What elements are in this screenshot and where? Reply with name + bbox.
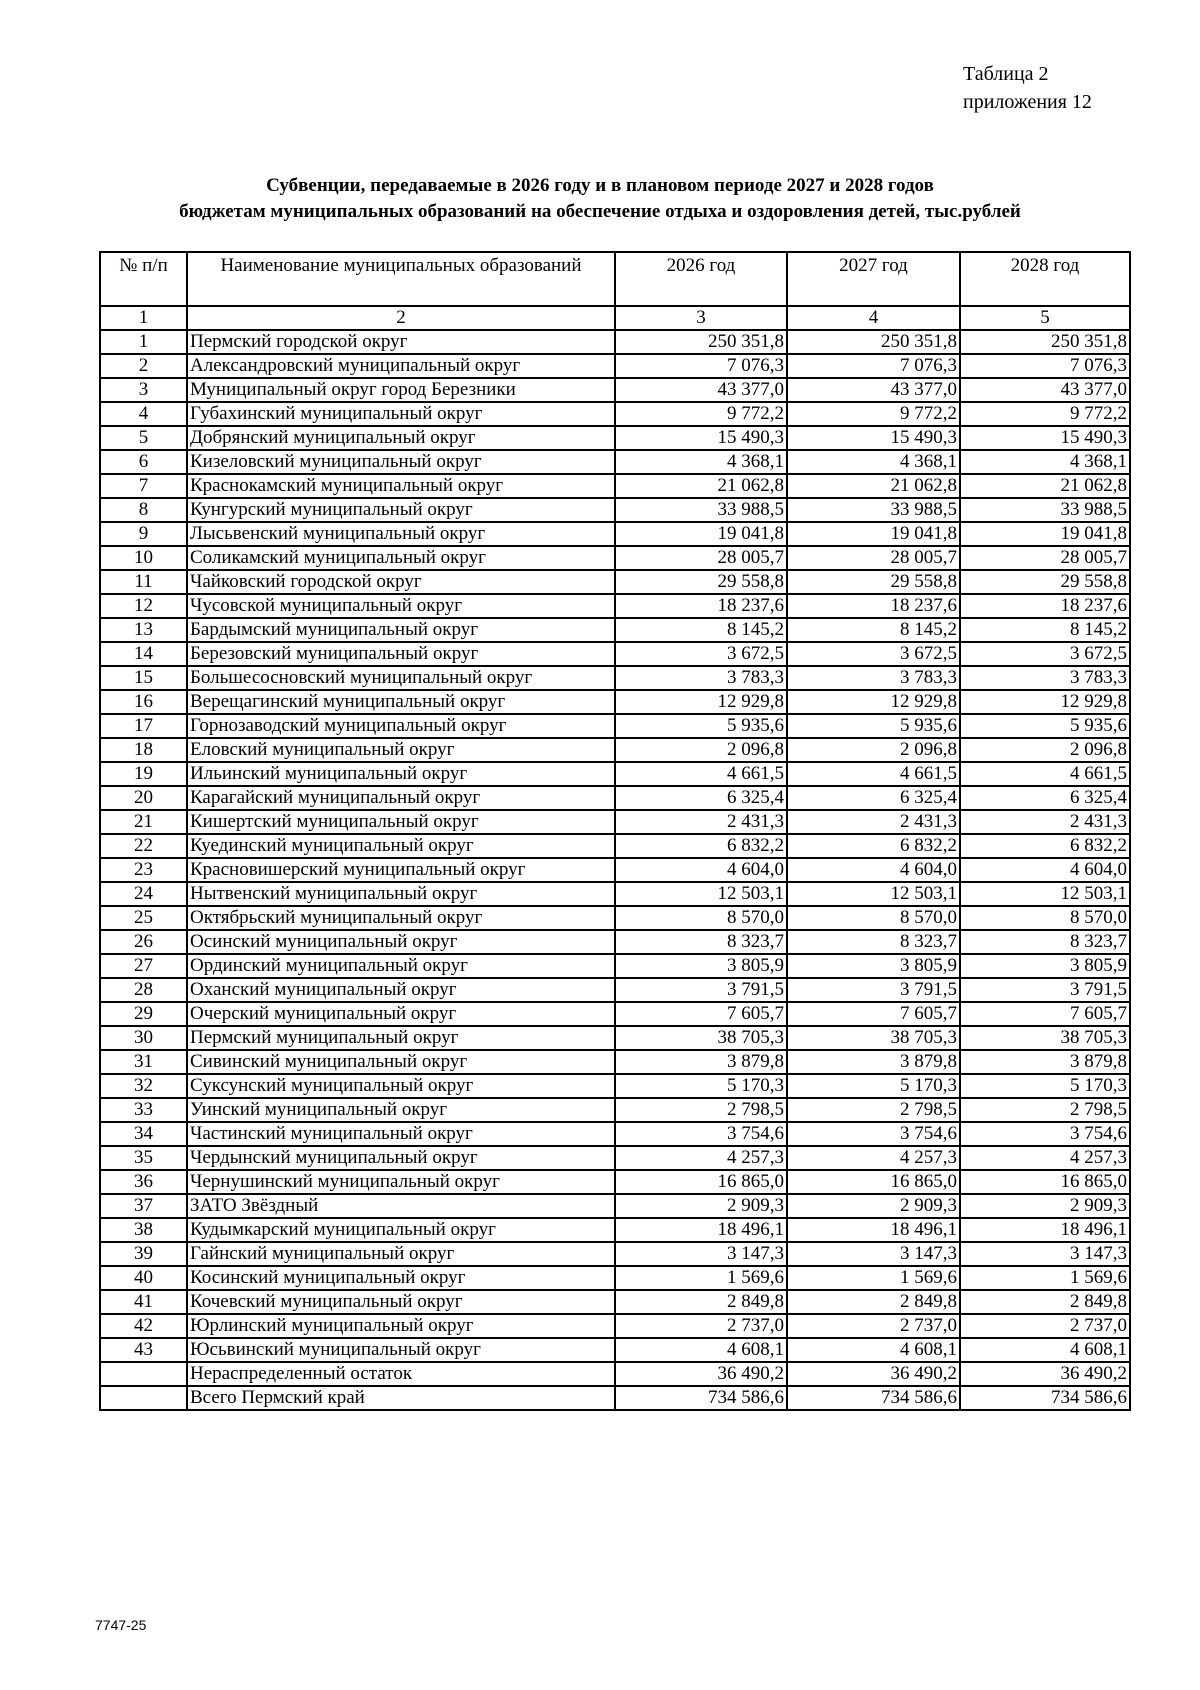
row-number-cell: 10 bbox=[100, 546, 187, 570]
amount-2026-cell: 12 503,1 bbox=[615, 882, 787, 906]
amount-2028-cell: 43 377,0 bbox=[960, 378, 1130, 402]
row-number-cell: 29 bbox=[100, 1002, 187, 1026]
amount-2027-cell: 8 323,7 bbox=[787, 930, 960, 954]
amount-2028-cell: 12 929,8 bbox=[960, 690, 1130, 714]
amount-2026-cell: 4 368,1 bbox=[615, 450, 787, 474]
row-number-cell: 26 bbox=[100, 930, 187, 954]
municipality-name-cell: ЗАТО Звёздный bbox=[187, 1194, 615, 1218]
row-number-cell: 43 bbox=[100, 1338, 187, 1362]
amount-2026-cell: 28 005,7 bbox=[615, 546, 787, 570]
municipality-name-cell: Сивинский муниципальный округ bbox=[187, 1050, 615, 1074]
municipality-name-cell: Еловский муниципальный округ bbox=[187, 738, 615, 762]
column-number: 3 bbox=[615, 306, 787, 330]
table-row bbox=[100, 1026, 1130, 1050]
table-row bbox=[100, 906, 1130, 930]
table-row bbox=[100, 786, 1130, 810]
amount-2026-cell: 2 431,3 bbox=[615, 810, 787, 834]
amount-2026-cell: 3 879,8 bbox=[615, 1050, 787, 1074]
amount-2028-cell: 4 608,1 bbox=[960, 1338, 1130, 1362]
row-number-cell: 7 bbox=[100, 474, 187, 498]
row-number-cell: 17 bbox=[100, 714, 187, 738]
row-number-cell: 31 bbox=[100, 1050, 187, 1074]
municipality-name-cell: Большесосновский муниципальный округ bbox=[187, 666, 615, 690]
row-number-cell: 34 bbox=[100, 1122, 187, 1146]
table-label: Таблица 2 bbox=[963, 63, 1049, 85]
table-row bbox=[100, 1386, 1130, 1410]
table-row bbox=[100, 450, 1130, 474]
amount-2028-cell: 18 237,6 bbox=[960, 594, 1130, 618]
table-row bbox=[100, 954, 1130, 978]
amount-2027-cell: 2 096,8 bbox=[787, 738, 960, 762]
header-2026: 2026 год bbox=[615, 252, 787, 306]
table-row bbox=[100, 402, 1130, 426]
row-number-cell: 12 bbox=[100, 594, 187, 618]
table-row bbox=[100, 546, 1130, 570]
amount-2026-cell: 4 661,5 bbox=[615, 762, 787, 786]
title-line-2: бюджетам муниципальных образований на обеспечение отдыха и оздоровления детей, тыс.рублей bbox=[179, 201, 1021, 222]
amount-2028-cell: 8 145,2 bbox=[960, 618, 1130, 642]
municipality-name-cell: Чусовской муниципальный округ bbox=[187, 594, 615, 618]
amount-2027-cell: 19 041,8 bbox=[787, 522, 960, 546]
municipality-name-cell: Пермский городской округ bbox=[187, 330, 615, 354]
appendix-header bbox=[963, 60, 1092, 116]
municipality-name-cell: Соликамский муниципальный округ bbox=[187, 546, 615, 570]
amount-2028-cell: 4 604,0 bbox=[960, 858, 1130, 882]
row-number-cell: 21 bbox=[100, 810, 187, 834]
amount-2027-cell: 3 783,3 bbox=[787, 666, 960, 690]
amount-2027-cell: 4 661,5 bbox=[787, 762, 960, 786]
amount-2027-cell: 3 791,5 bbox=[787, 978, 960, 1002]
row-number-cell: 40 bbox=[100, 1266, 187, 1290]
amount-2027-cell: 43 377,0 bbox=[787, 378, 960, 402]
municipality-name-cell: Муниципальный округ город Березники bbox=[187, 378, 615, 402]
amount-2028-cell: 3 147,3 bbox=[960, 1242, 1130, 1266]
amount-2028-cell: 2 737,0 bbox=[960, 1314, 1130, 1338]
municipality-name-cell: Нытвенский муниципальный округ bbox=[187, 882, 615, 906]
amount-2028-cell: 8 323,7 bbox=[960, 930, 1130, 954]
amount-2026-cell: 7 605,7 bbox=[615, 1002, 787, 1026]
amount-2026-cell: 5 170,3 bbox=[615, 1074, 787, 1098]
amount-2027-cell: 3 879,8 bbox=[787, 1050, 960, 1074]
table-row bbox=[100, 1122, 1130, 1146]
amount-2028-cell: 3 805,9 bbox=[960, 954, 1130, 978]
row-number-cell: 30 bbox=[100, 1026, 187, 1050]
row-number-cell: 15 bbox=[100, 666, 187, 690]
amount-2026-cell: 734 586,6 bbox=[615, 1386, 787, 1410]
row-number-cell: 39 bbox=[100, 1242, 187, 1266]
amount-2026-cell: 9 772,2 bbox=[615, 402, 787, 426]
amount-2026-cell: 2 798,5 bbox=[615, 1098, 787, 1122]
row-number-cell: 19 bbox=[100, 762, 187, 786]
amount-2026-cell: 4 608,1 bbox=[615, 1338, 787, 1362]
amount-2028-cell: 7 605,7 bbox=[960, 1002, 1130, 1026]
table-row bbox=[100, 690, 1130, 714]
table-row bbox=[100, 1194, 1130, 1218]
table-row bbox=[100, 378, 1130, 402]
amount-2027-cell: 3 672,5 bbox=[787, 642, 960, 666]
table-row bbox=[100, 1098, 1130, 1122]
row-number-cell: 33 bbox=[100, 1098, 187, 1122]
amount-2026-cell: 4 604,0 bbox=[615, 858, 787, 882]
municipality-name-cell: Уинский муниципальный округ bbox=[187, 1098, 615, 1122]
amount-2028-cell: 2 798,5 bbox=[960, 1098, 1130, 1122]
amount-2026-cell: 18 237,6 bbox=[615, 594, 787, 618]
amount-2027-cell: 3 147,3 bbox=[787, 1242, 960, 1266]
amount-2026-cell: 3 805,9 bbox=[615, 954, 787, 978]
row-number-cell: 11 bbox=[100, 570, 187, 594]
amount-2026-cell: 6 832,2 bbox=[615, 834, 787, 858]
municipality-name-cell: Очерский муниципальный округ bbox=[187, 1002, 615, 1026]
amount-2028-cell: 3 879,8 bbox=[960, 1050, 1130, 1074]
amount-2027-cell: 38 705,3 bbox=[787, 1026, 960, 1050]
amount-2028-cell: 4 661,5 bbox=[960, 762, 1130, 786]
amount-2027-cell: 4 257,3 bbox=[787, 1146, 960, 1170]
table-row bbox=[100, 1050, 1130, 1074]
amount-2027-cell: 4 608,1 bbox=[787, 1338, 960, 1362]
municipality-name-cell: Пермский муниципальный округ bbox=[187, 1026, 615, 1050]
amount-2027-cell: 15 490,3 bbox=[787, 426, 960, 450]
row-number-cell: 3 bbox=[100, 378, 187, 402]
amount-2027-cell: 12 503,1 bbox=[787, 882, 960, 906]
row-number-cell bbox=[100, 1386, 187, 1410]
row-number-cell: 4 bbox=[100, 402, 187, 426]
amount-2028-cell: 19 041,8 bbox=[960, 522, 1130, 546]
amount-2028-cell: 8 570,0 bbox=[960, 906, 1130, 930]
amount-2028-cell: 2 909,3 bbox=[960, 1194, 1130, 1218]
row-number-cell: 18 bbox=[100, 738, 187, 762]
table-row bbox=[100, 858, 1130, 882]
amount-2026-cell: 1 569,6 bbox=[615, 1266, 787, 1290]
row-number-cell: 2 bbox=[100, 354, 187, 378]
title-line-1: Субвенции, передаваемые в 2026 году и в плановом периоде 2027 и 2028 годов bbox=[266, 175, 934, 196]
amount-2027-cell: 18 496,1 bbox=[787, 1218, 960, 1242]
amount-2028-cell: 3 754,6 bbox=[960, 1122, 1130, 1146]
table-row bbox=[100, 1146, 1130, 1170]
municipality-name-cell: Чайковский городской округ bbox=[187, 570, 615, 594]
municipality-name-cell: Октябрьский муниципальный округ bbox=[187, 906, 615, 930]
table-row bbox=[100, 642, 1130, 666]
amount-2028-cell: 1 569,6 bbox=[960, 1266, 1130, 1290]
column-number: 2 bbox=[187, 306, 615, 330]
amount-2026-cell: 43 377,0 bbox=[615, 378, 787, 402]
amount-2027-cell: 21 062,8 bbox=[787, 474, 960, 498]
municipality-name-cell: Нераспределенный остаток bbox=[187, 1362, 615, 1386]
amount-2028-cell: 33 988,5 bbox=[960, 498, 1130, 522]
table-row bbox=[100, 1170, 1130, 1194]
row-number-cell: 25 bbox=[100, 906, 187, 930]
table-row bbox=[100, 714, 1130, 738]
municipality-name-cell: Лысьвенский муниципальный округ bbox=[187, 522, 615, 546]
amount-2027-cell: 2 909,3 bbox=[787, 1194, 960, 1218]
table-header-row bbox=[100, 252, 1130, 306]
table-row bbox=[100, 570, 1130, 594]
amount-2028-cell: 16 865,0 bbox=[960, 1170, 1130, 1194]
amount-2028-cell: 38 705,3 bbox=[960, 1026, 1130, 1050]
table-row bbox=[100, 1266, 1130, 1290]
amount-2026-cell: 6 325,4 bbox=[615, 786, 787, 810]
table-row bbox=[100, 1290, 1130, 1314]
amount-2028-cell: 21 062,8 bbox=[960, 474, 1130, 498]
row-number-cell: 24 bbox=[100, 882, 187, 906]
amount-2026-cell: 33 988,5 bbox=[615, 498, 787, 522]
amount-2028-cell: 28 005,7 bbox=[960, 546, 1130, 570]
municipality-name-cell: Кочевский муниципальный округ bbox=[187, 1290, 615, 1314]
table-row bbox=[100, 522, 1130, 546]
row-number-cell: 13 bbox=[100, 618, 187, 642]
amount-2027-cell: 6 325,4 bbox=[787, 786, 960, 810]
municipality-name-cell: Кизеловский муниципальный округ bbox=[187, 450, 615, 474]
municipality-name-cell: Кишертский муниципальный округ bbox=[187, 810, 615, 834]
row-number-cell: 5 bbox=[100, 426, 187, 450]
municipality-name-cell: Горнозаводский муниципальный округ bbox=[187, 714, 615, 738]
municipality-name-cell: Юсьвинский муниципальный округ bbox=[187, 1338, 615, 1362]
amount-2026-cell: 15 490,3 bbox=[615, 426, 787, 450]
municipality-name-cell: Суксунский муниципальный округ bbox=[187, 1074, 615, 1098]
amount-2027-cell: 8 570,0 bbox=[787, 906, 960, 930]
table-row bbox=[100, 738, 1130, 762]
amount-2027-cell: 2 431,3 bbox=[787, 810, 960, 834]
amount-2027-cell: 5 935,6 bbox=[787, 714, 960, 738]
amount-2028-cell: 734 586,6 bbox=[960, 1386, 1130, 1410]
table-row bbox=[100, 618, 1130, 642]
amount-2027-cell: 250 351,8 bbox=[787, 330, 960, 354]
row-number-cell: 9 bbox=[100, 522, 187, 546]
header-2027: 2027 год bbox=[787, 252, 960, 306]
table-body bbox=[100, 330, 1130, 1410]
table-row bbox=[100, 1242, 1130, 1266]
amount-2026-cell: 36 490,2 bbox=[615, 1362, 787, 1386]
header-number: № п/п bbox=[100, 252, 187, 306]
amount-2028-cell: 7 076,3 bbox=[960, 354, 1130, 378]
appendix-label: приложения 12 bbox=[963, 91, 1092, 113]
table-row bbox=[100, 882, 1130, 906]
amount-2026-cell: 2 909,3 bbox=[615, 1194, 787, 1218]
municipality-name-cell: Кудымкарский муниципальный округ bbox=[187, 1218, 615, 1242]
amount-2027-cell: 5 170,3 bbox=[787, 1074, 960, 1098]
amount-2026-cell: 29 558,8 bbox=[615, 570, 787, 594]
amount-2026-cell: 8 570,0 bbox=[615, 906, 787, 930]
amount-2027-cell: 734 586,6 bbox=[787, 1386, 960, 1410]
amount-2027-cell: 3 805,9 bbox=[787, 954, 960, 978]
amount-2028-cell: 6 325,4 bbox=[960, 786, 1130, 810]
amount-2026-cell: 16 865,0 bbox=[615, 1170, 787, 1194]
amount-2027-cell: 4 604,0 bbox=[787, 858, 960, 882]
row-number-cell: 42 bbox=[100, 1314, 187, 1338]
amount-2026-cell: 7 076,3 bbox=[615, 354, 787, 378]
municipality-name-cell: Косинский муниципальный округ bbox=[187, 1266, 615, 1290]
column-number-row bbox=[100, 306, 1130, 330]
row-number-cell: 35 bbox=[100, 1146, 187, 1170]
amount-2027-cell: 7 076,3 bbox=[787, 354, 960, 378]
municipality-name-cell: Чернушинский муниципальный округ bbox=[187, 1170, 615, 1194]
amount-2027-cell: 2 849,8 bbox=[787, 1290, 960, 1314]
municipality-name-cell: Куединский муниципальный округ bbox=[187, 834, 615, 858]
column-number: 1 bbox=[100, 306, 187, 330]
municipality-name-cell: Всего Пермский край bbox=[187, 1386, 615, 1410]
amount-2028-cell: 12 503,1 bbox=[960, 882, 1130, 906]
table-row bbox=[100, 1002, 1130, 1026]
municipality-name-cell: Частинский муниципальный округ bbox=[187, 1122, 615, 1146]
amount-2027-cell: 29 558,8 bbox=[787, 570, 960, 594]
table-row bbox=[100, 930, 1130, 954]
municipality-name-cell: Осинский муниципальный округ bbox=[187, 930, 615, 954]
amount-2026-cell: 38 705,3 bbox=[615, 1026, 787, 1050]
amount-2028-cell: 18 496,1 bbox=[960, 1218, 1130, 1242]
table-row bbox=[100, 474, 1130, 498]
row-number-cell: 23 bbox=[100, 858, 187, 882]
table-row bbox=[100, 354, 1130, 378]
row-number-cell: 41 bbox=[100, 1290, 187, 1314]
row-number-cell: 8 bbox=[100, 498, 187, 522]
amount-2028-cell: 29 558,8 bbox=[960, 570, 1130, 594]
amount-2026-cell: 3 791,5 bbox=[615, 978, 787, 1002]
amount-2028-cell: 4 368,1 bbox=[960, 450, 1130, 474]
table-row bbox=[100, 594, 1130, 618]
table-row bbox=[100, 1314, 1130, 1338]
column-number: 5 bbox=[960, 306, 1130, 330]
row-number-cell: 22 bbox=[100, 834, 187, 858]
amount-2026-cell: 2 096,8 bbox=[615, 738, 787, 762]
column-number: 4 bbox=[787, 306, 960, 330]
amount-2026-cell: 5 935,6 bbox=[615, 714, 787, 738]
row-number-cell: 36 bbox=[100, 1170, 187, 1194]
amount-2026-cell: 3 672,5 bbox=[615, 642, 787, 666]
municipality-name-cell: Бардымский муниципальный округ bbox=[187, 618, 615, 642]
row-number-cell: 1 bbox=[100, 330, 187, 354]
amount-2028-cell: 15 490,3 bbox=[960, 426, 1130, 450]
municipality-name-cell: Ильинский муниципальный округ bbox=[187, 762, 615, 786]
document-title bbox=[0, 173, 1200, 225]
table-row bbox=[100, 834, 1130, 858]
amount-2028-cell: 5 170,3 bbox=[960, 1074, 1130, 1098]
table-row bbox=[100, 330, 1130, 354]
amount-2026-cell: 3 147,3 bbox=[615, 1242, 787, 1266]
amount-2028-cell: 4 257,3 bbox=[960, 1146, 1130, 1170]
municipality-name-cell: Губахинский муниципальный округ bbox=[187, 402, 615, 426]
municipality-name-cell: Краснокамский муниципальный округ bbox=[187, 474, 615, 498]
amount-2028-cell: 2 849,8 bbox=[960, 1290, 1130, 1314]
municipality-name-cell: Карагайский муниципальный округ bbox=[187, 786, 615, 810]
amount-2027-cell: 8 145,2 bbox=[787, 618, 960, 642]
table-row bbox=[100, 1218, 1130, 1242]
row-number-cell: 16 bbox=[100, 690, 187, 714]
row-number-cell: 32 bbox=[100, 1074, 187, 1098]
row-number-cell: 28 bbox=[100, 978, 187, 1002]
municipality-name-cell: Ординский муниципальный округ bbox=[187, 954, 615, 978]
amount-2026-cell: 3 783,3 bbox=[615, 666, 787, 690]
municipality-name-cell: Александровский муниципальный округ bbox=[187, 354, 615, 378]
amount-2027-cell: 36 490,2 bbox=[787, 1362, 960, 1386]
row-number-cell: 38 bbox=[100, 1218, 187, 1242]
table-row bbox=[100, 426, 1130, 450]
row-number-cell bbox=[100, 1362, 187, 1386]
row-number-cell: 27 bbox=[100, 954, 187, 978]
amount-2027-cell: 4 368,1 bbox=[787, 450, 960, 474]
municipality-name-cell: Оханский муниципальный округ bbox=[187, 978, 615, 1002]
amount-2028-cell: 36 490,2 bbox=[960, 1362, 1130, 1386]
amount-2026-cell: 250 351,8 bbox=[615, 330, 787, 354]
amount-2027-cell: 18 237,6 bbox=[787, 594, 960, 618]
amount-2026-cell: 12 929,8 bbox=[615, 690, 787, 714]
table-row bbox=[100, 762, 1130, 786]
table-row bbox=[100, 1074, 1130, 1098]
amount-2027-cell: 9 772,2 bbox=[787, 402, 960, 426]
municipality-name-cell: Чердынский муниципальный округ bbox=[187, 1146, 615, 1170]
amount-2028-cell: 6 832,2 bbox=[960, 834, 1130, 858]
table-row bbox=[100, 1362, 1130, 1386]
municipality-name-cell: Верещагинский муниципальный округ bbox=[187, 690, 615, 714]
row-number-cell: 20 bbox=[100, 786, 187, 810]
amount-2028-cell: 9 772,2 bbox=[960, 402, 1130, 426]
municipality-name-cell: Юрлинский муниципальный округ bbox=[187, 1314, 615, 1338]
amount-2026-cell: 8 145,2 bbox=[615, 618, 787, 642]
table-row bbox=[100, 666, 1130, 690]
amount-2027-cell: 33 988,5 bbox=[787, 498, 960, 522]
subsidies-table bbox=[99, 251, 1131, 1411]
municipality-name-cell: Березовский муниципальный округ bbox=[187, 642, 615, 666]
amount-2028-cell: 2 096,8 bbox=[960, 738, 1130, 762]
municipality-name-cell: Красновишерский муниципальный округ bbox=[187, 858, 615, 882]
amount-2026-cell: 3 754,6 bbox=[615, 1122, 787, 1146]
amount-2028-cell: 3 783,3 bbox=[960, 666, 1130, 690]
amount-2028-cell: 2 431,3 bbox=[960, 810, 1130, 834]
amount-2027-cell: 7 605,7 bbox=[787, 1002, 960, 1026]
amount-2027-cell: 12 929,8 bbox=[787, 690, 960, 714]
amount-2028-cell: 250 351,8 bbox=[960, 330, 1130, 354]
amount-2026-cell: 21 062,8 bbox=[615, 474, 787, 498]
municipality-name-cell: Добрянский муниципальный округ bbox=[187, 426, 615, 450]
amount-2027-cell: 2 798,5 bbox=[787, 1098, 960, 1122]
row-number-cell: 6 bbox=[100, 450, 187, 474]
amount-2027-cell: 2 737,0 bbox=[787, 1314, 960, 1338]
amount-2028-cell: 5 935,6 bbox=[960, 714, 1130, 738]
row-number-cell: 14 bbox=[100, 642, 187, 666]
table-row bbox=[100, 978, 1130, 1002]
amount-2028-cell: 3 791,5 bbox=[960, 978, 1130, 1002]
row-number-cell: 37 bbox=[100, 1194, 187, 1218]
amount-2027-cell: 16 865,0 bbox=[787, 1170, 960, 1194]
amount-2026-cell: 2 737,0 bbox=[615, 1314, 787, 1338]
amount-2028-cell: 3 672,5 bbox=[960, 642, 1130, 666]
header-2028: 2028 год bbox=[960, 252, 1130, 306]
amount-2026-cell: 8 323,7 bbox=[615, 930, 787, 954]
amount-2027-cell: 28 005,7 bbox=[787, 546, 960, 570]
header-name: Наименование муниципальных образований bbox=[187, 252, 615, 306]
table-row bbox=[100, 1338, 1130, 1362]
amount-2026-cell: 4 257,3 bbox=[615, 1146, 787, 1170]
municipality-name-cell: Кунгурский муниципальный округ bbox=[187, 498, 615, 522]
amount-2027-cell: 1 569,6 bbox=[787, 1266, 960, 1290]
amount-2027-cell: 3 754,6 bbox=[787, 1122, 960, 1146]
amount-2026-cell: 18 496,1 bbox=[615, 1218, 787, 1242]
amount-2027-cell: 6 832,2 bbox=[787, 834, 960, 858]
document-code: 7747-25 bbox=[95, 1617, 147, 1633]
table-row bbox=[100, 810, 1130, 834]
amount-2026-cell: 2 849,8 bbox=[615, 1290, 787, 1314]
table-row bbox=[100, 498, 1130, 522]
municipality-name-cell: Гайнский муниципальный округ bbox=[187, 1242, 615, 1266]
amount-2026-cell: 19 041,8 bbox=[615, 522, 787, 546]
